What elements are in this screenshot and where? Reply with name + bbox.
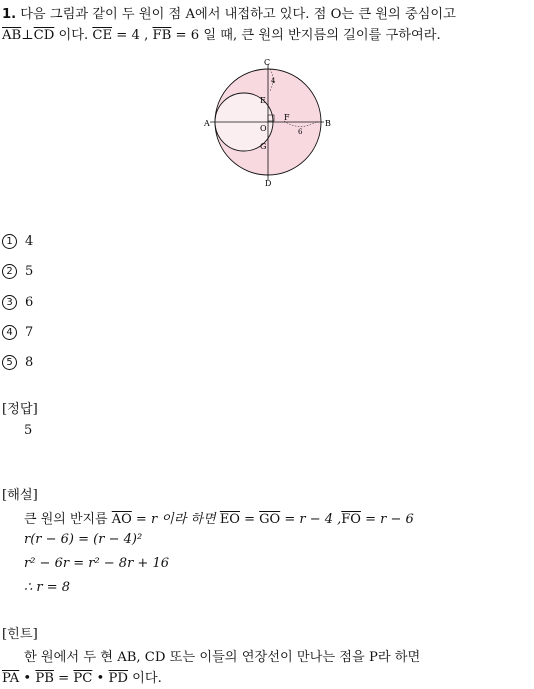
label-e: E (260, 96, 266, 105)
segment-ce: $\overline{CE}$ (92, 28, 113, 43)
choice-2[interactable] (2, 264, 33, 279)
choice-mark-3: 3 (2, 295, 17, 310)
choice-value-3: 6 (25, 295, 34, 310)
hint-line-1: 한 원에서 두 현 AB, CD 또는 이들의 연장선이 만나는 점을 P라 하면 (24, 650, 421, 665)
segment-cd: $\overline{CD}$ (33, 28, 55, 43)
solution-line-4: ∴ r = 8 (24, 580, 71, 595)
perp-symbol: ⊥ (21, 28, 34, 43)
segment-pa: $\overline{PA}$ (2, 671, 20, 686)
hint-end: 이다. (127, 671, 162, 686)
label-d: D (265, 179, 272, 188)
choice-3[interactable] (2, 295, 33, 310)
label-o: O (260, 124, 267, 133)
hint-dot-1: • (19, 671, 36, 686)
segment-pb: $\overline{PB}$ (35, 671, 54, 686)
segment-pd: $\overline{PD}$ (108, 671, 128, 686)
segment-fb: $\overline{FB}$ (152, 28, 172, 43)
choice-4[interactable] (2, 325, 33, 340)
choice-mark-2: 2 (2, 264, 17, 279)
segment-pc: $\overline{PC}$ (73, 671, 93, 686)
segment-ab: $\overline{AB}$ (2, 28, 22, 43)
choice-mark-5: 5 (2, 355, 17, 370)
choice-value-1: 4 (25, 234, 34, 249)
question-text (2, 4, 530, 46)
fb-value: = 6 일 때, 큰 원의 반지름의 길이를 구하여라. (171, 28, 441, 43)
solution-text-1d: = r − 6 (360, 512, 414, 527)
ce-value: = 4 , (112, 28, 153, 43)
answer-heading: [정답] (2, 402, 38, 417)
hint-dot-2: • (92, 671, 109, 686)
label-f: F (284, 113, 290, 122)
question-line-2a: 이다. (54, 28, 93, 43)
hint-heading: [힌트] (2, 627, 38, 642)
label-c: C (264, 58, 271, 67)
solution-line-2: r(r − 6) = (r − 4)² (24, 532, 143, 547)
choice-value-5: 8 (25, 355, 34, 370)
solution-text-1c: = r − 4 , (280, 512, 342, 527)
length-fb-label: 6 (298, 128, 303, 136)
segment-eo: $\overline{EO}$ (219, 512, 240, 527)
segment-fo: $\overline{FO}$ (341, 512, 361, 527)
choice-mark-4: 4 (2, 325, 17, 340)
circles-figure (200, 54, 335, 189)
choice-5[interactable] (2, 355, 33, 370)
question-number: 1. (2, 7, 17, 22)
answer-value: 5 (24, 423, 33, 438)
hint-eq: = (53, 671, 74, 686)
choice-value-4: 7 (25, 325, 34, 340)
segment-go: $\overline{GO}$ (259, 512, 281, 527)
question-line-1: 다음 그림과 같이 두 원이 점 A에서 내접하고 있다. 점 O는 큰 원의 중심이고 (20, 7, 456, 22)
choice-value-2: 5 (25, 264, 34, 279)
solution-heading: [해설] (2, 488, 38, 503)
choice-1[interactable] (2, 234, 33, 249)
solution-text-1a: 큰 원의 반지름 (24, 512, 112, 527)
solution-line-3: r² − 6r = r² − 8r + 16 (24, 556, 169, 571)
solution-eq: = (239, 512, 260, 527)
hint-text (2, 647, 532, 689)
choice-mark-1: 1 (2, 234, 17, 249)
label-a: A (204, 119, 210, 128)
segment-ao: $\overline{AO}$ (111, 512, 132, 527)
solution-text-1b: = r 이라 하면 (131, 512, 220, 527)
label-g: G (260, 142, 267, 151)
label-b: B (325, 119, 331, 128)
solution-line-1 (24, 508, 414, 527)
length-ce-label: 4 (271, 77, 276, 85)
